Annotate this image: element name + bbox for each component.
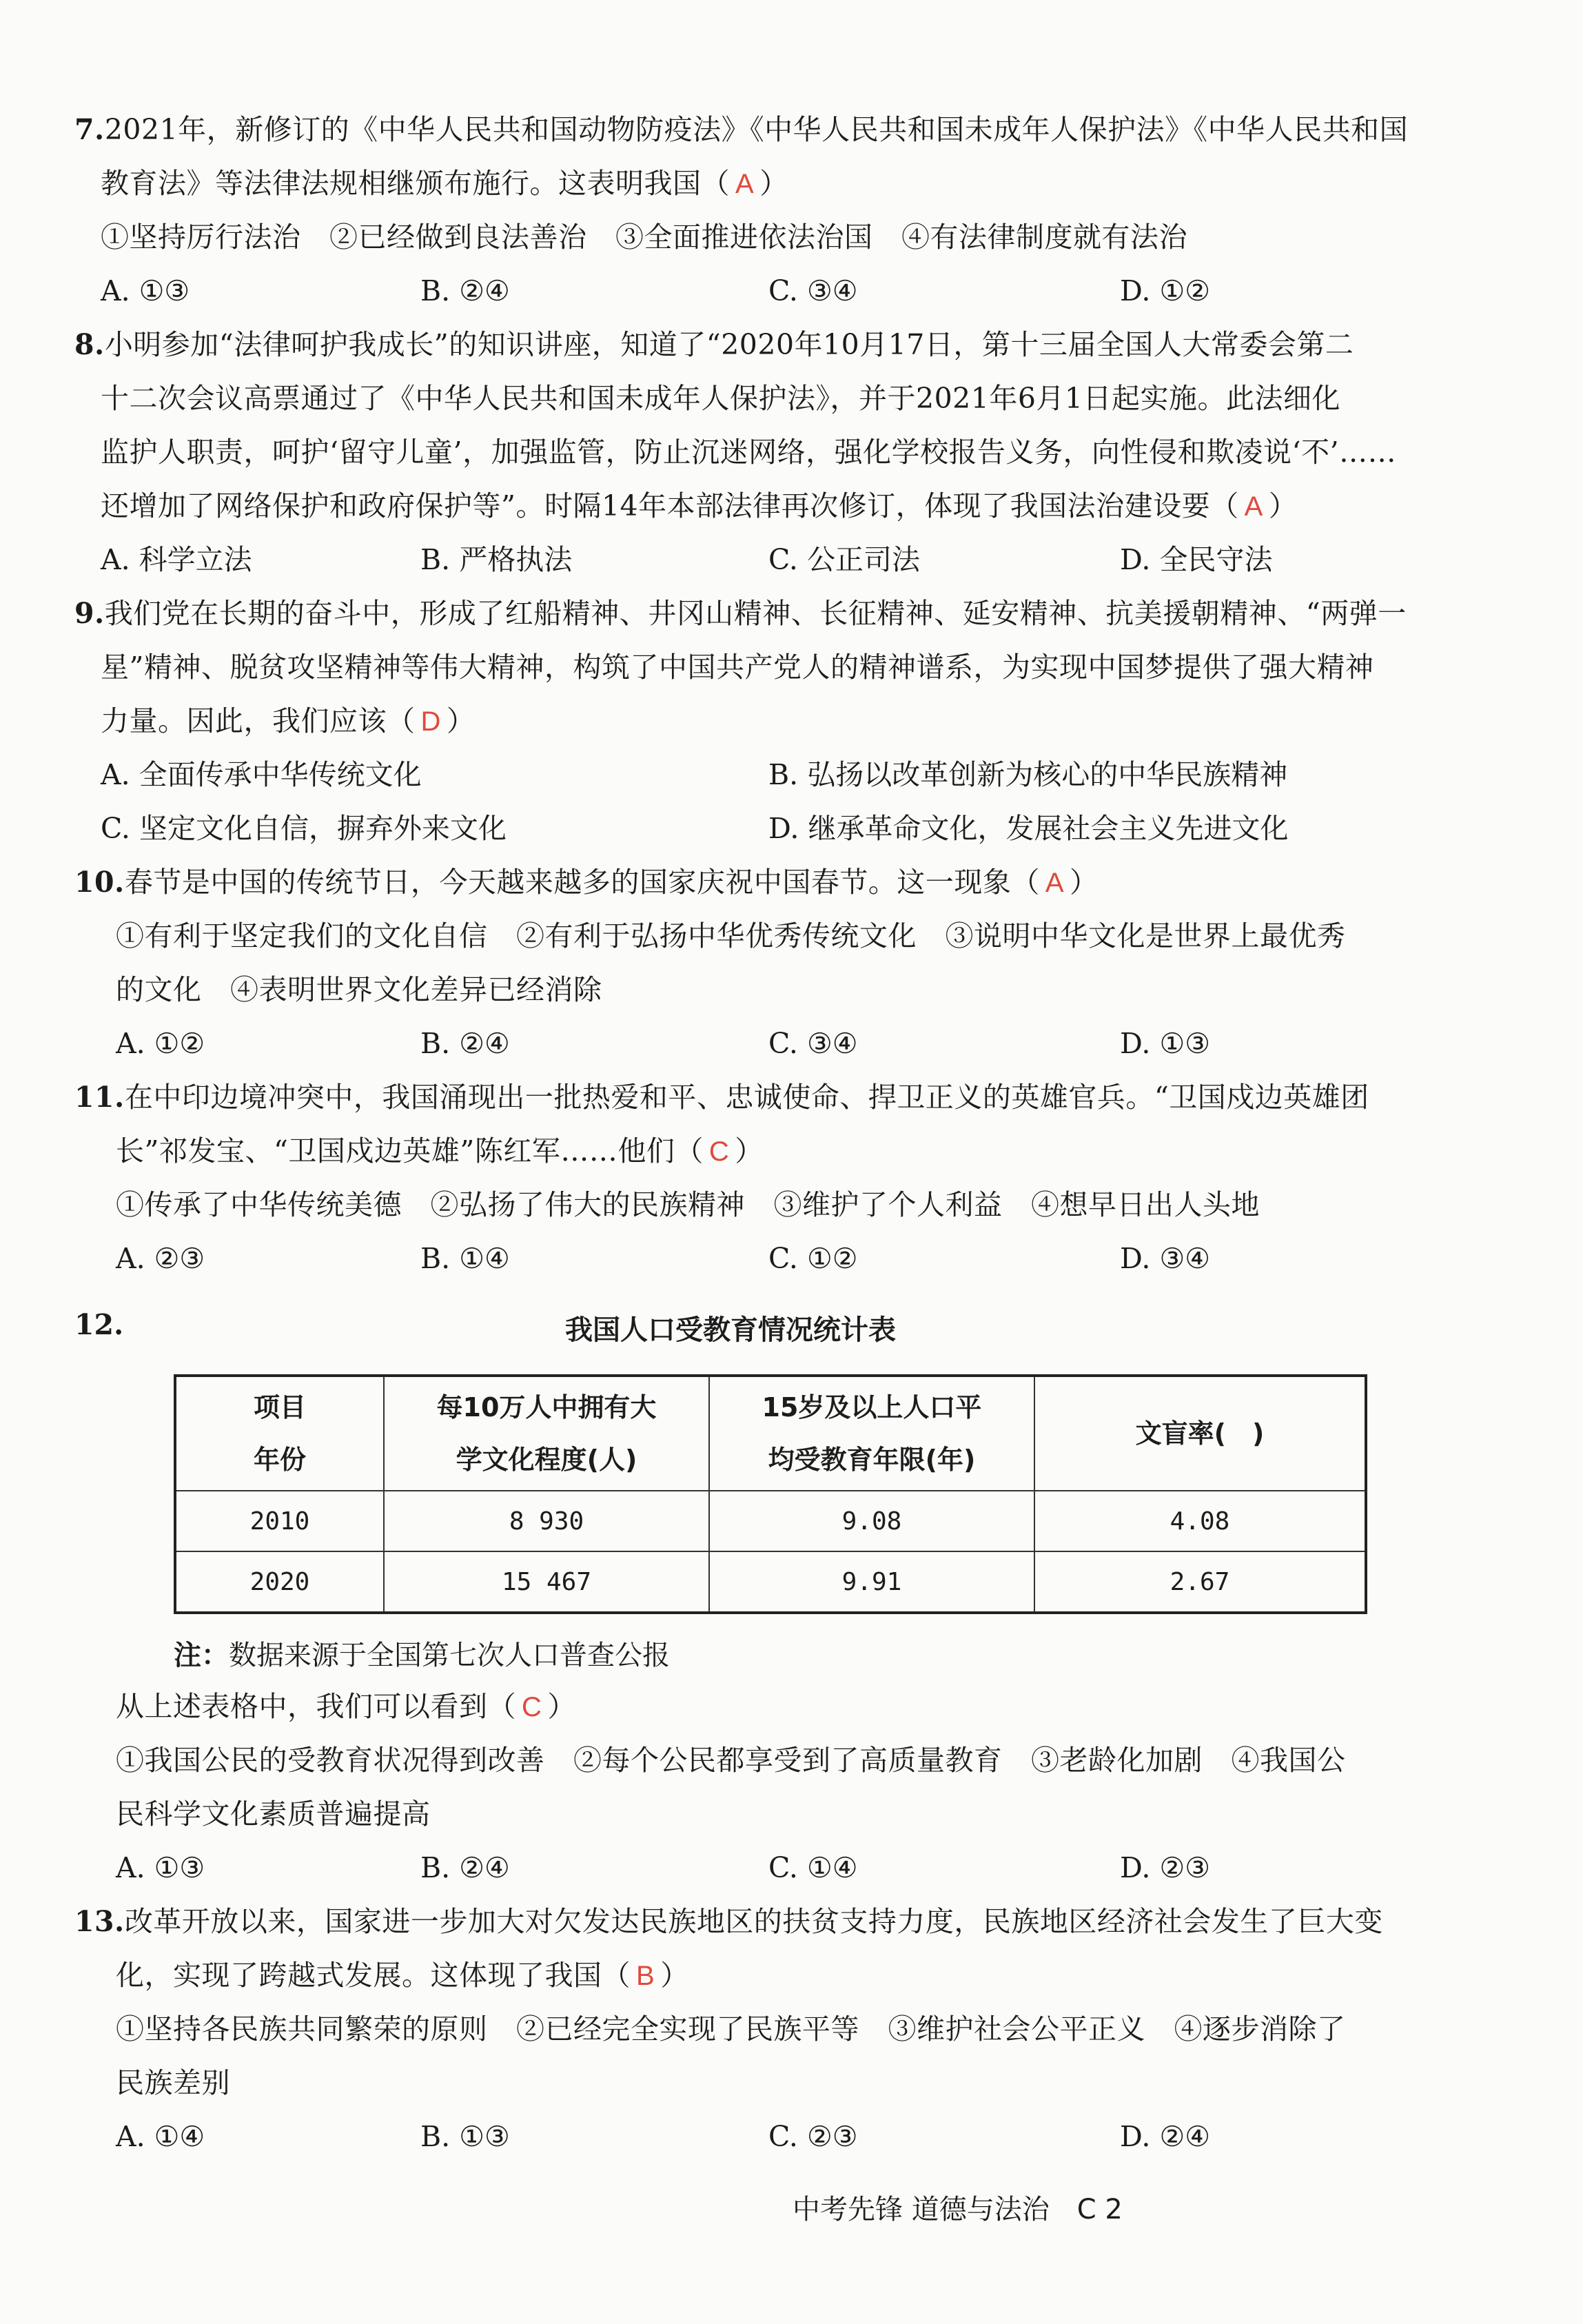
cell-college: 8 930 <box>384 1491 709 1551</box>
q7-option-c: C. ③④ <box>768 274 858 307</box>
education-stats-table <box>174 1374 1367 1614</box>
cell-illiteracy: 2.67 <box>1034 1551 1366 1613</box>
table-header-row <box>175 1376 1366 1491</box>
q10-option-d: D. ①③ <box>1120 1027 1210 1060</box>
q7-items: ①坚持厉行法治 ②已经做到良法善治 ③全面推进依法治国 ④有法律制度就有法治 <box>101 221 1187 254</box>
q8-stem-line2: 十二次会议高票通过了《中华人民共和国未成年人保护法》，并于2021年6月1日起实施。此法细化 <box>101 382 1341 415</box>
cell-years: 9.08 <box>709 1491 1034 1551</box>
cell-illiteracy: 4.08 <box>1034 1491 1366 1551</box>
q9-number: 9. <box>74 597 105 630</box>
q10-items-line1: ①有利于坚定我们的文化自信 ②有利于弘扬中华优秀传统文化 ③说明中华文化是世界上最优秀 <box>116 919 1346 952</box>
q13-stem-line2: 化，实现了跨越式发展。这体现了我国（ B ） <box>116 1959 689 1992</box>
q10-option-b: B. ②④ <box>420 1027 510 1060</box>
q7-stem-line2: 教育法》等法律法规相继颁布施行。这表明我国（ A ） <box>101 167 788 200</box>
q10-option-c: C. ③④ <box>768 1027 858 1060</box>
q11-items: ①传承了中华传统美德 ②弘扬了伟大的民族精神 ③维护了个人利益 ④想早日出人头地 <box>116 1188 1260 1221</box>
table-row <box>175 1551 1366 1613</box>
q12-option-a: A. ①③ <box>116 1851 205 1884</box>
q13-option-a: A. ①④ <box>116 2120 205 2153</box>
q13-option-c: C. ②③ <box>768 2120 858 2153</box>
q12-stem: 从上述表格中，我们可以看到（ C ） <box>116 1690 576 1723</box>
cell-year: 2020 <box>175 1551 384 1613</box>
q7-option-b: B. ②④ <box>420 274 510 307</box>
q11-option-c: C. ①② <box>768 1242 858 1275</box>
q12-option-c: C. ①④ <box>768 1851 858 1884</box>
q7-option-d: D. ①② <box>1120 274 1210 307</box>
q11-option-b: B. ①④ <box>420 1242 510 1275</box>
q12-option-d: D. ②③ <box>1120 1851 1210 1884</box>
cell-year: 2010 <box>175 1491 384 1551</box>
q11-stem-line1: 11.在中印边境冲突中，我国涌现出一批热爱和平、忠诚使命、捍卫正义的英雄官兵。“卫国戍边英雄团 <box>74 1081 1369 1114</box>
table-row <box>175 1491 1366 1551</box>
q11-answer: C <box>708 1136 730 1167</box>
q8-option-a: A. 科学立法 <box>101 543 252 576</box>
q13-items-line2: 民族差别 <box>116 2066 230 2099</box>
q10-answer: A <box>1045 868 1065 898</box>
q9-answer: D <box>420 706 441 737</box>
table-title: 我国人口受教育情况统计表 <box>565 1314 896 1346</box>
cell-college: 15 467 <box>384 1551 709 1613</box>
page-footer: 中考先锋 道德与法治 C 2 <box>793 2194 1123 2225</box>
q8-option-b: B. 严格执法 <box>420 543 573 576</box>
q7-answer: A <box>735 169 755 199</box>
q13-number: 13. <box>74 1905 125 1938</box>
q9-option-c: C. 坚定文化自信，摒弃外来文化 <box>101 812 507 845</box>
q7-option-a: A. ①③ <box>101 274 190 307</box>
q10-option-a: A. ①② <box>116 1027 205 1060</box>
q13-stem-line1: 13.改革开放以来，国家进一步加大对欠发达民族地区的扶贫支持力度，民族地区经济社会发生了巨大变 <box>74 1905 1383 1938</box>
q10-stem-line1: 10.春节是中国的传统节日，今天越来越多的国家庆祝中国春节。这一现象（ A ） <box>74 866 1099 899</box>
header-project-year: 项目 年份 <box>175 1376 384 1491</box>
q11-option-d: D. ③④ <box>1120 1242 1210 1275</box>
q11-number: 11. <box>74 1081 125 1114</box>
q9-option-b: B. 弘扬以改革创新为核心的中华民族精神 <box>768 758 1288 791</box>
header-college-per-100k: 每10万人中拥有大 学文化程度(人) <box>384 1376 709 1491</box>
q8-stem-line4: 还增加了网络保护和政府保护等”。时隔14年本部法律再次修订，体现了我国法治建设要（ A ） <box>101 489 1298 522</box>
header-avg-education-years: 15岁及以上人口平 均受教育年限(年) <box>709 1376 1034 1491</box>
q11-option-a: A. ②③ <box>116 1242 205 1275</box>
q9-stem-line1: 9.我们党在长期的奋斗中，形成了红船精神、井冈山精神、长征精神、延安精神、抗美援朝精神、“两弹一 <box>74 597 1407 630</box>
q13-items-line1: ①坚持各民族共同繁荣的原则 ②已经完全实现了民族平等 ③维护社会公平正义 ④逐步消除了 <box>116 2012 1346 2046</box>
q9-option-d: D. 继承革命文化，发展社会主义先进文化 <box>768 812 1289 845</box>
q13-answer: B <box>636 1961 655 1991</box>
q7-stem-line1: 7.2021年，新修订的《中华人民共和国动物防疫法》《中华人民共和国未成年人保护法》《中华人民共和国 <box>74 113 1409 146</box>
q8-stem-line1: 8.小明参加“法律呵护我成长”的知识讲座，知道了“2020年10月17日，第十三届全国人大常委会第二 <box>74 328 1354 361</box>
q7-number: 7. <box>74 113 105 146</box>
q8-option-d: D. 全民守法 <box>1120 543 1273 576</box>
q8-answer: A <box>1244 491 1263 522</box>
q11-stem-line2: 长”祁发宝、“卫国戍边英雄”陈红军……他们（ C ） <box>116 1134 764 1168</box>
q10-number: 10. <box>74 866 125 899</box>
q12-answer: C <box>522 1692 542 1722</box>
q12-number: 12. <box>74 1308 124 1341</box>
q8-number: 8. <box>74 328 105 361</box>
q8-stem-line3: 监护人职责，呵护‘留守儿童’，加强监管，防止沉迷网络，强化学校报告义务，向性侵和欺凌说‘不’…… <box>101 436 1397 469</box>
q9-stem-line2: 星”精神、脱贫攻坚精神等伟大精神，构筑了中国共产党人的精神谱系，为实现中国梦提供了强大精神 <box>101 651 1374 684</box>
q12-items-line2: 民科学文化素质普遍提高 <box>116 1797 431 1831</box>
header-illiteracy-rate: 文盲率( ) <box>1034 1376 1366 1491</box>
q9-option-a: A. 全面传承中华传统文化 <box>101 758 422 791</box>
q13-option-d: D. ②④ <box>1120 2120 1210 2153</box>
q10-items-line2: 的文化 ④表明世界文化差异已经消除 <box>116 973 602 1006</box>
q12-option-b: B. ②④ <box>420 1851 510 1884</box>
table-note: 注：数据来源于全国第七次人口普查公报 <box>174 1640 670 1671</box>
q8-option-c: C. 公正司法 <box>768 543 920 576</box>
cell-years: 9.91 <box>709 1551 1034 1613</box>
q12-items-line1: ①我国公民的受教育状况得到改善 ②每个公民都享受到了高质量教育 ③老龄化加剧 ④我国公 <box>116 1744 1346 1777</box>
q9-stem-line3: 力量。因此，我们应该（ D ） <box>101 704 476 737</box>
q13-option-b: B. ①③ <box>420 2120 510 2153</box>
